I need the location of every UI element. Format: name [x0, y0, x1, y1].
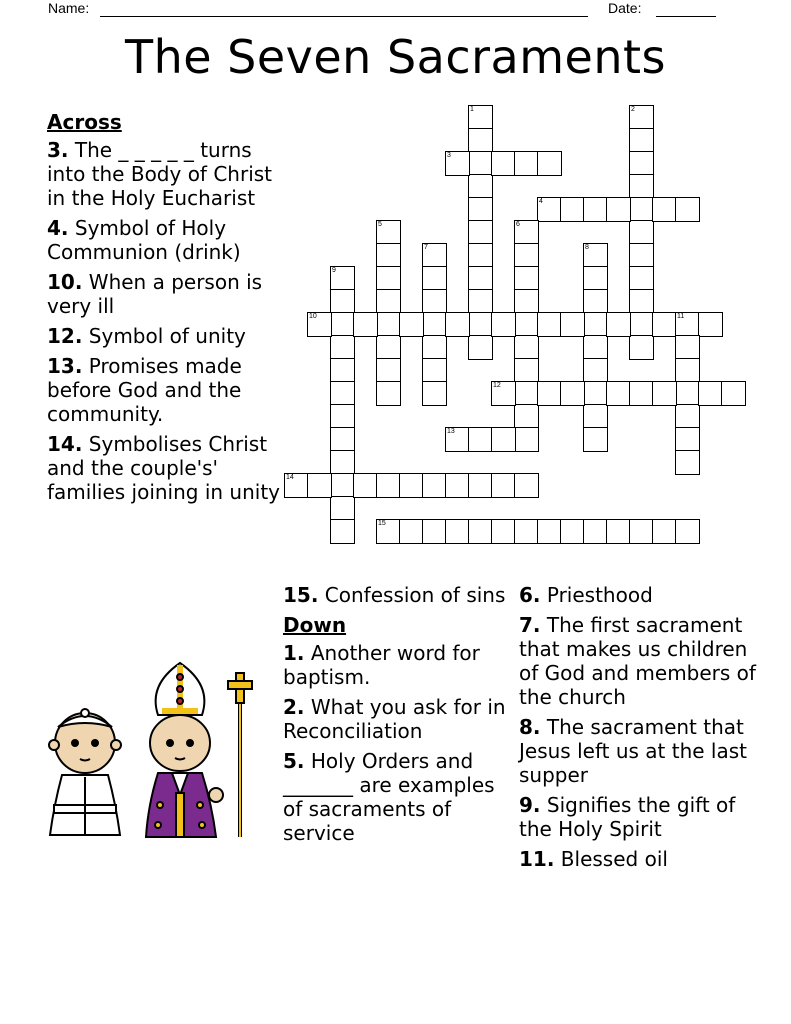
grid-cell[interactable] [330, 381, 355, 406]
grid-cell[interactable] [583, 289, 608, 314]
across-heading: Across [47, 110, 122, 134]
pope-figure [49, 709, 121, 835]
down-heading: Down [283, 613, 347, 637]
grid-cell[interactable] [468, 105, 493, 130]
grid-cell-number: 1 [470, 106, 474, 113]
grid-cell[interactable] [307, 473, 332, 498]
grid-cell[interactable] [468, 427, 493, 452]
clue-down-11: 11. Blessed oil [519, 847, 668, 871]
grid-cell[interactable] [330, 496, 355, 521]
grid-cell[interactable] [330, 450, 355, 475]
grid-cell[interactable] [330, 427, 355, 452]
grid-cell[interactable] [468, 312, 493, 337]
grid-cell[interactable] [606, 197, 631, 222]
grid-cell[interactable] [514, 335, 539, 360]
grid-cell-number: 14 [286, 474, 294, 481]
grid-cell[interactable] [491, 473, 516, 498]
grid-cell[interactable] [376, 519, 401, 544]
grid-cell[interactable] [606, 519, 631, 544]
grid-cell[interactable] [514, 220, 539, 245]
grid-cell[interactable] [330, 266, 355, 291]
grid-cell[interactable] [629, 128, 654, 153]
grid-cell[interactable] [376, 220, 401, 245]
grid-cell[interactable] [560, 381, 585, 406]
grid-cell[interactable] [468, 220, 493, 245]
grid-cell[interactable] [514, 312, 539, 337]
clue-down-8: 8. The sacrament that Jesus left us at the last supper [519, 715, 747, 787]
date-line[interactable] [656, 16, 716, 17]
grid-cell[interactable] [514, 358, 539, 383]
grid-cell[interactable] [284, 473, 309, 498]
clue-across-4: 4. Symbol of Holy Communion (drink) [47, 216, 241, 264]
grid-cell[interactable] [399, 473, 424, 498]
grid-cell[interactable] [652, 519, 677, 544]
grid-cell-number: 8 [585, 244, 589, 251]
page-title: The Seven Sacraments [124, 30, 667, 84]
grid-cell[interactable] [399, 519, 424, 544]
clue-down-7: 7. The first sacrament that makes us children of God and members of the church [519, 613, 756, 709]
grid-cell[interactable] [606, 381, 631, 406]
grid-cell[interactable] [399, 312, 424, 337]
grid-cell-number: 12 [493, 382, 501, 389]
grid-cell[interactable] [514, 266, 539, 291]
grid-cell[interactable] [675, 427, 700, 452]
grid-cell[interactable] [330, 312, 355, 337]
grid-cell[interactable] [675, 404, 700, 429]
clue-across-14: 14. Symbolises Christ and the couple's' families joining in unity [47, 432, 281, 504]
grid-cell[interactable] [422, 358, 447, 383]
grid-cell[interactable] [445, 312, 470, 337]
grid-cell[interactable] [330, 289, 355, 314]
date-label: Date: [608, 0, 642, 16]
grid-cell[interactable] [514, 243, 539, 268]
grid-cell[interactable] [468, 174, 493, 199]
grid-cell[interactable] [468, 519, 493, 544]
grid-cell-number: 4 [539, 198, 543, 205]
grid-cell[interactable] [514, 151, 539, 176]
grid-cell[interactable] [583, 358, 608, 383]
grid-cell[interactable] [376, 381, 401, 406]
grid-cell[interactable] [514, 473, 539, 498]
grid-cell-number: 15 [378, 520, 386, 527]
grid-cell[interactable] [629, 381, 654, 406]
grid-cell[interactable] [422, 312, 447, 337]
grid-cell-number: 13 [447, 428, 455, 435]
grid-cell[interactable] [698, 381, 723, 406]
grid-cell-number: 10 [309, 313, 317, 320]
grid-cell[interactable] [721, 381, 746, 406]
grid-cell[interactable] [583, 266, 608, 291]
grid-cell-number: 2 [631, 106, 635, 113]
grid-cell[interactable] [514, 289, 539, 314]
clue-across-13: 13. Promises made before God and the community. [47, 354, 242, 426]
across-clues [47, 110, 287, 510]
grid-cell[interactable] [445, 151, 470, 176]
grid-cell[interactable] [491, 312, 516, 337]
grid-cell[interactable] [514, 381, 539, 406]
grid-cell-number: 5 [378, 221, 382, 228]
grid-cell[interactable] [675, 335, 700, 360]
grid-cell[interactable] [514, 519, 539, 544]
grid-cell[interactable] [330, 473, 355, 498]
grid-cell[interactable] [307, 312, 332, 337]
grid-cell-number: 7 [424, 244, 428, 251]
grid-cell[interactable] [491, 427, 516, 452]
grid-cell[interactable] [376, 358, 401, 383]
grid-cell[interactable] [583, 243, 608, 268]
grid-cell[interactable] [583, 335, 608, 360]
grid-cell[interactable] [629, 289, 654, 314]
grid-cell[interactable] [652, 197, 677, 222]
grid-cell[interactable] [629, 519, 654, 544]
grid-cell[interactable] [629, 266, 654, 291]
grid-cell[interactable] [675, 519, 700, 544]
grid-cell[interactable] [422, 519, 447, 544]
grid-cell[interactable] [330, 358, 355, 383]
grid-cell[interactable] [675, 358, 700, 383]
grid-cell[interactable] [675, 381, 700, 406]
grid-cell[interactable] [422, 243, 447, 268]
grid-cell[interactable] [376, 335, 401, 360]
grid-cell[interactable] [468, 197, 493, 222]
grid-cell[interactable] [675, 312, 700, 337]
grid-cell[interactable] [583, 427, 608, 452]
clue-across-15: 15. Confession of sins [283, 583, 506, 607]
grid-cell-number: 6 [516, 221, 520, 228]
grid-cell[interactable] [629, 243, 654, 268]
clue-across-12: 12. Symbol of unity [47, 324, 246, 348]
name-label: Name: [48, 0, 90, 16]
grid-cell[interactable] [537, 519, 562, 544]
grid-cell[interactable] [330, 335, 355, 360]
clue-across-10: 10. When a person is very ill [47, 270, 263, 318]
grid-cell[interactable] [353, 312, 378, 337]
grid-cell[interactable] [376, 312, 401, 337]
grid-cell-number: 3 [447, 152, 451, 159]
grid-cell[interactable] [445, 473, 470, 498]
grid-cell[interactable] [468, 243, 493, 268]
clue-down-1: 1. Another word for baptism. [283, 641, 480, 689]
grid-cell[interactable] [468, 266, 493, 291]
grid-cell[interactable] [629, 335, 654, 360]
clues-column-3 [519, 583, 759, 877]
grid-cell[interactable] [537, 197, 562, 222]
grid-cell[interactable] [422, 266, 447, 291]
grid-cell[interactable] [491, 151, 516, 176]
grid-cell[interactable] [422, 335, 447, 360]
grid-cell[interactable] [514, 404, 539, 429]
grid-cell[interactable] [468, 335, 493, 360]
grid-cell[interactable] [583, 404, 608, 429]
grid-cell[interactable] [629, 197, 654, 222]
clue-down-9: 9. Signifies the gift of the Holy Spirit [519, 793, 736, 841]
grid-cell[interactable] [560, 519, 585, 544]
name-line[interactable] [100, 16, 588, 17]
grid-cell[interactable] [330, 519, 355, 544]
grid-cell[interactable] [583, 519, 608, 544]
bishop-figure [146, 663, 252, 837]
clue-down-2: 2. What you ask for in Reconciliation [283, 695, 506, 743]
clue-across-3: 3. The _ _ _ _ _ turns into the Body of Christ in the Holy Eucharist [47, 138, 273, 210]
grid-cell[interactable] [629, 105, 654, 130]
grid-cell[interactable] [353, 473, 378, 498]
grid-cell[interactable] [583, 197, 608, 222]
grid-cell[interactable] [445, 427, 470, 452]
grid-cell[interactable] [422, 473, 447, 498]
clue-down-6: 6. Priesthood [519, 583, 653, 607]
pope-and-bishop-illustration [40, 655, 280, 845]
grid-cell[interactable] [376, 243, 401, 268]
grid-cell[interactable] [629, 220, 654, 245]
grid-cell[interactable] [675, 197, 700, 222]
grid-cell[interactable] [698, 312, 723, 337]
grid-cell[interactable] [422, 381, 447, 406]
grid-cell[interactable] [468, 151, 493, 176]
grid-cell[interactable] [537, 312, 562, 337]
grid-cell[interactable] [376, 266, 401, 291]
grid-cell[interactable] [491, 519, 516, 544]
grid-cell[interactable] [629, 151, 654, 176]
clue-down-5: 5. Holy Orders and _______ are examples of sacraments of service [283, 749, 495, 845]
grid-cell[interactable] [514, 427, 539, 452]
grid-cell[interactable] [537, 381, 562, 406]
grid-cell[interactable] [583, 381, 608, 406]
grid-cell[interactable] [652, 312, 677, 337]
grid-cell-number: 9 [332, 267, 336, 274]
grid-cell[interactable] [652, 381, 677, 406]
grid-cell-number: 11 [677, 313, 685, 320]
grid-cell[interactable] [468, 473, 493, 498]
grid-cell[interactable] [583, 312, 608, 337]
grid-cell[interactable] [445, 519, 470, 544]
grid-cell[interactable] [491, 381, 516, 406]
grid-cell[interactable] [629, 174, 654, 199]
grid-cell[interactable] [537, 151, 562, 176]
grid-cell[interactable] [422, 289, 447, 314]
grid-cell[interactable] [376, 289, 401, 314]
grid-cell[interactable] [560, 312, 585, 337]
grid-cell[interactable] [468, 128, 493, 153]
grid-cell[interactable] [629, 312, 654, 337]
grid-cell[interactable] [675, 450, 700, 475]
grid-cell[interactable] [468, 289, 493, 314]
clues-column-2 [283, 583, 515, 851]
grid-cell[interactable] [330, 404, 355, 429]
grid-cell[interactable] [560, 197, 585, 222]
grid-cell[interactable] [606, 312, 631, 337]
grid-cell[interactable] [376, 473, 401, 498]
